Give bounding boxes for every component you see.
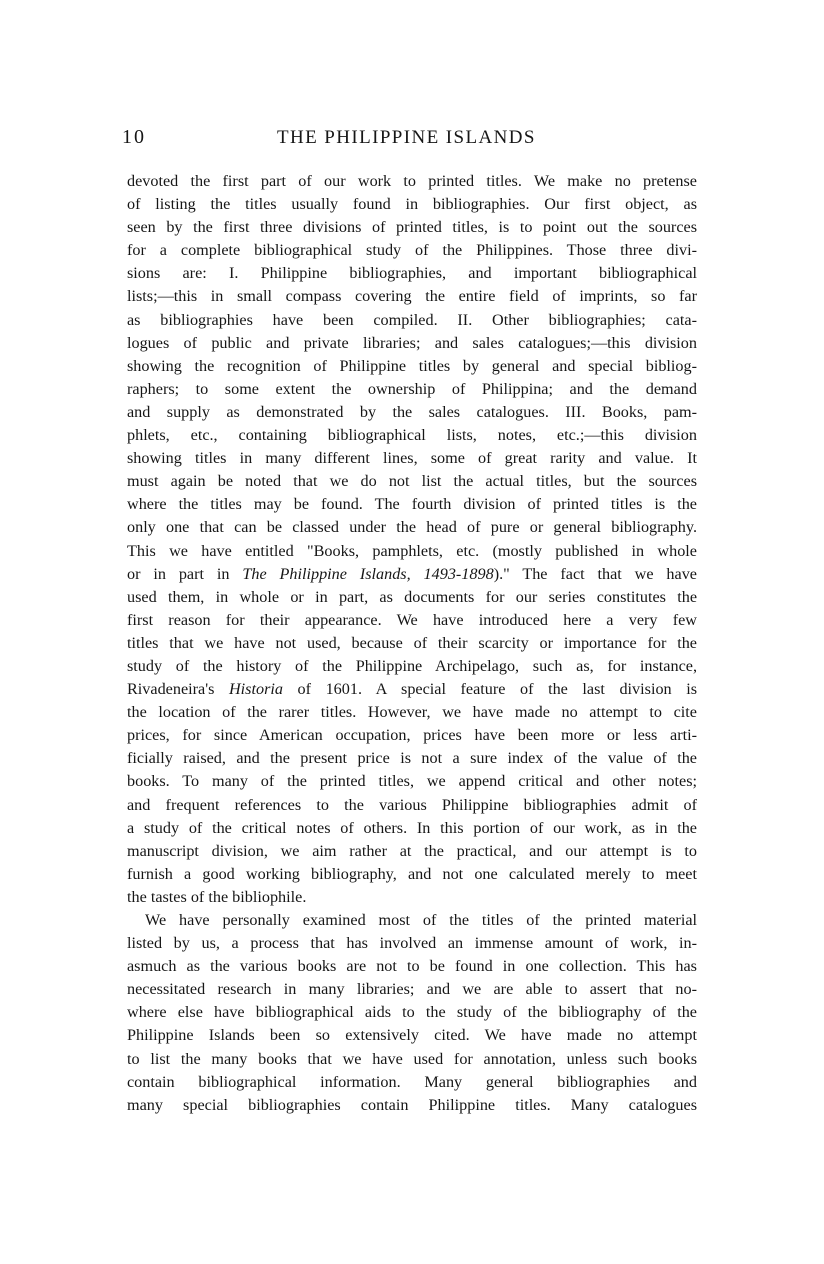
text-line: titles that we have not used, because of their scarcity or importance for the xyxy=(127,633,697,652)
text-line: as bibliographies have been compiled. II. Other bibliographies; cata- xyxy=(127,310,697,329)
text-line: a study of the critical notes of others. In this portion of our work, as in the xyxy=(127,818,697,837)
page-number: 10 xyxy=(122,126,146,148)
text-line: listed by us, a process that has involved an immense amount of work, in- xyxy=(127,934,697,953)
text-line: We have personally examined most of the titles of the printed material xyxy=(145,911,697,929)
text-line: used them, in whole or in part, as documents for our series constitutes the xyxy=(127,587,697,606)
text-line: necessitated research in many libraries; and we are able to assert that no- xyxy=(127,980,697,999)
text-line: many special bibliographies contain Philippine titles. Many catalogues xyxy=(127,1095,697,1114)
text-line: asmuch as the various books are not to be found in one collection. This has xyxy=(127,957,697,976)
text-line: contain bibliographical information. Many general bibliographies and xyxy=(127,1072,697,1091)
text-line: first reason for their appearance. We have introduced here a very few xyxy=(127,610,697,629)
running-title: THE PHILIPPINE ISLANDS xyxy=(277,127,536,148)
page-header xyxy=(122,126,682,150)
text-line-with-italic xyxy=(127,678,697,701)
text-line: the tastes of the bibliophile. xyxy=(127,887,307,906)
text-line: where else have bibliographical aids to the study of the bibliography of the xyxy=(127,1003,697,1022)
text-line: seen by the first three divisions of printed titles, is to point out the sources xyxy=(127,218,697,237)
text-line: raphers; to some extent the ownership of Philippina; and the demand xyxy=(127,379,697,398)
text-line: study of the history of the Philippine Archipelago, such as, for instance, xyxy=(127,656,697,675)
text-segment: of 1601. A special feature of the last division is xyxy=(282,680,697,699)
text-line: only one that can be classed under the head of pure or general bibliography. xyxy=(127,518,697,537)
text-line: ficially raised, and the present price is not a sure index of the value of the xyxy=(127,749,697,768)
text-line: logues of public and private libraries; and sales catalogues;—this division xyxy=(127,333,697,352)
text-line: and supply as demonstrated by the sales catalogues. III. Books, pam- xyxy=(127,402,697,421)
text-line: the location of the rarer titles. However, we have made no attempt to cite xyxy=(127,703,697,722)
text-segment: or in part in xyxy=(127,564,243,583)
text-line: showing the recognition of Philippine titles by general and special bibliog- xyxy=(127,356,697,375)
text-line: phlets, etc., containing bibliographical lists, notes, etc.;—this division xyxy=(127,426,697,445)
text-line: books. To many of the printed titles, we append critical and other notes; xyxy=(127,772,697,791)
text-line: furnish a good working bibliography, and not one calculated merely to meet xyxy=(127,864,697,883)
text-segment: Rivadeneira's xyxy=(127,680,229,699)
italic-book-title: The Philippine Islands, 1493-1898 xyxy=(242,564,494,583)
text-line: manuscript division, we aim rather at the practical, and our attempt is to xyxy=(127,841,697,860)
text-line: devoted the first part of our work to printed titles. We make no pretense xyxy=(127,172,697,190)
text-line: where the titles may be found. The fourth division of printed titles is the xyxy=(127,495,697,514)
text-line: prices, for since American occupation, prices have been more or less arti- xyxy=(127,726,697,745)
text-line: must again be noted that we do not list the actual titles, but the sources xyxy=(127,472,697,491)
text-line: lists;—this in small compass covering the entire field of imprints, so far xyxy=(127,287,697,306)
text-segment: )." The fact that we have xyxy=(493,564,697,583)
text-line: of listing the titles usually found in bibliographies. Our first object, as xyxy=(127,195,697,214)
text-line: showing titles in many different lines, some of great rarity and value. It xyxy=(127,449,697,468)
text-line: This we have entitled "Books, pamphlets, etc. (mostly published in whole xyxy=(127,541,697,560)
text-line: and frequent references to the various Philippine bibliographies admit of xyxy=(127,795,697,814)
text-line: for a complete bibliographical study of the Philippines. Those three divi- xyxy=(127,241,697,260)
text-line: sions are: I. Philippine bibliographies, and important bibliographical xyxy=(127,264,697,283)
italic-book-title: Historia xyxy=(228,680,283,699)
text-line-with-italic xyxy=(127,563,697,586)
text-line: to list the many books that we have used for annotation, unless such books xyxy=(127,1049,697,1068)
body-text xyxy=(127,170,697,1117)
text-line: Philippine Islands been so extensively cited. We have made no attempt xyxy=(127,1026,697,1045)
